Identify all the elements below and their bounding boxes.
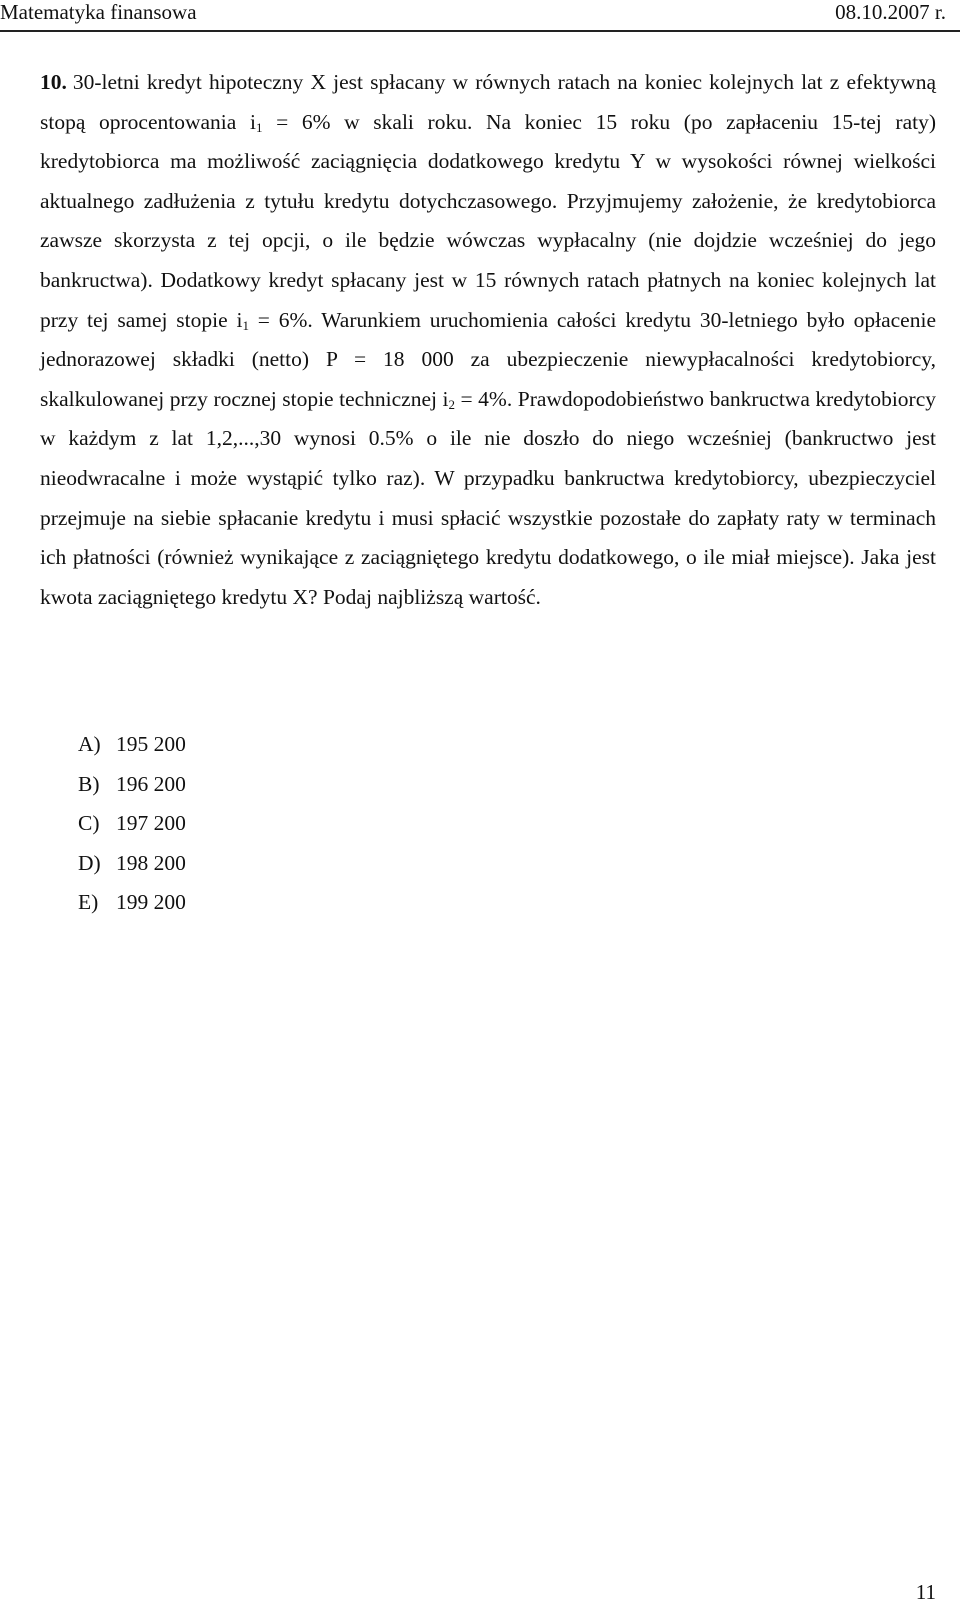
answer-letter: B) bbox=[78, 771, 100, 796]
answer-option-c bbox=[78, 804, 186, 844]
problem-text-part-4: = 4%. Prawdopodobieństwo bankructwa kredytobiorcy w każdym z lat 1,2,...,30 wynosi 0.5% o ile nie doszło do niego wcześniej (bankructwo jest nieodwracalne i może wystąpić tylko raz). W przypadku bankructwa kredytobiorcy, ubezpieczyciel przejmuje na siebie spłacanie kredytu i musi spłacić wszystkie pozostałe do zapłaty raty w terminach ich płatności (również wynikające z zaciągniętego kredytu dodatkowego, o ile miał miejsce). Jaka jest kwota zaciągniętego kredytu X? Podaj najbliższą wartość. bbox=[40, 386, 936, 609]
header-title: Matematyka finansowa bbox=[0, 0, 197, 24]
answer-letter: C) bbox=[78, 811, 100, 835]
answer-option-b bbox=[78, 765, 186, 805]
answer-list bbox=[78, 725, 186, 923]
page-header bbox=[0, 0, 960, 32]
answer-option-d bbox=[78, 844, 186, 884]
subscript-2: 1 bbox=[242, 317, 249, 333]
answer-value: 195 200 bbox=[116, 732, 186, 756]
problem-number: 10. bbox=[40, 70, 67, 94]
answer-value: 199 200 bbox=[116, 890, 186, 914]
subscript-1: 1 bbox=[255, 119, 263, 135]
answer-letter: D) bbox=[78, 850, 101, 875]
problem-text-part-2: = 6% w skali roku. Na koniec 15 roku (po zapłaceniu 15-tej raty) kredytobiorca ma możliwość zaciągnięcia dodatkowego kredytu Y w wysokości równej wielkości aktualnego zadłużenia z tytułu kredytu dotychczasowego. Przyjmujemy założenie, że kredytobiorca zawsze skorzysta z tej opcji, o ile będzie wówczas wypłacalny (nie dojdzie wcześniej do jego bankructwa). Dodatkowy kredyt spłacany jest w 15 równych ratach płatnych na koniec kolejnych lat przy tej samej stopie i bbox=[40, 109, 936, 332]
answer-option-a bbox=[78, 725, 186, 765]
problem-text bbox=[40, 63, 936, 617]
subscript-3: 2 bbox=[448, 396, 455, 412]
answer-value: 198 200 bbox=[116, 850, 186, 875]
problem-text-part-1: 30-letni kredyt hipoteczny X jest spłacany w równych ratach na koniec kolejnych lat z efektywną stopą oprocentowania i bbox=[40, 70, 936, 134]
answer-letter: A) bbox=[78, 732, 101, 756]
answer-letter: E) bbox=[78, 890, 99, 914]
page-number: 11 bbox=[915, 1580, 936, 1604]
problem-text-part-3: = 6%. Warunkiem uruchomienia całości kredytu 30-letniego było opłacenie jednorazowej składki (netto) P = 18 000 za ubezpieczenie niewypłacalności kredytobiorcy, skalkulowanej przy rocznej stopie technicznej i bbox=[40, 307, 936, 411]
answer-value: 197 200 bbox=[116, 811, 186, 835]
answer-value: 196 200 bbox=[116, 771, 186, 796]
header-date: 08.10.2007 r. bbox=[835, 0, 946, 24]
answer-option-e bbox=[78, 883, 186, 923]
